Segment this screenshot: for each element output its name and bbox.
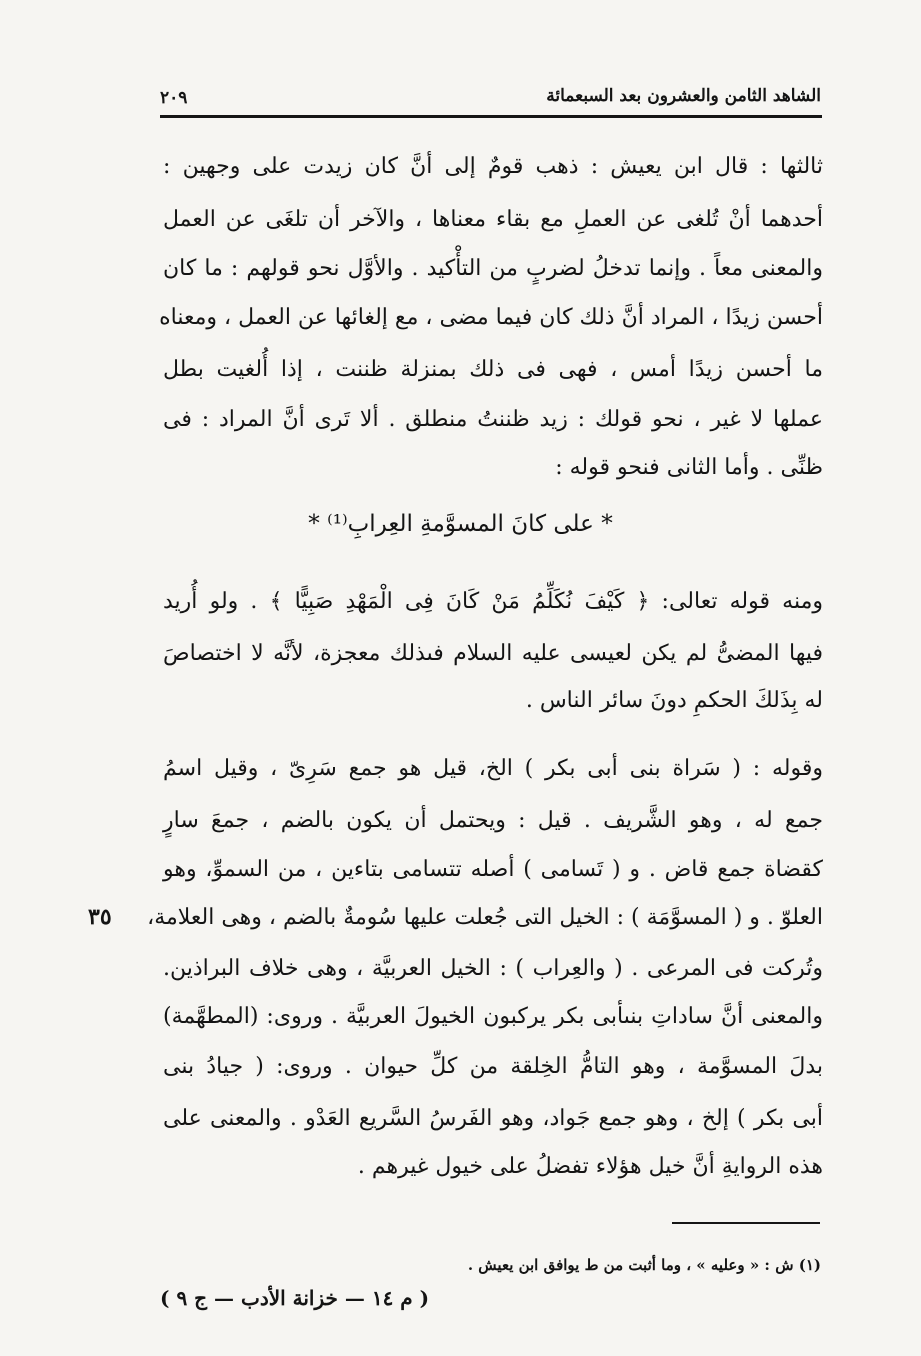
text-line: بدلَ المسوَّمة ، وهو التامُّ الخِلقة من كلِّ حيوان . وروى: ( جيادُ بنى bbox=[163, 1054, 823, 1079]
header-rule bbox=[160, 115, 822, 118]
text-line: أحدهما أنْ تُلغى عن العملِ مع بقاء معناها ، والآخر أن تلغَى عن العمل bbox=[163, 207, 823, 232]
text-line: أبى بكر ) إلخ ، وهو جمع جَواد، وهو الفَرسُ السَّريع العَدْو . والمعنى على bbox=[163, 1106, 823, 1131]
running-header-title: الشاهد الثامن والعشرون بعد السبعمائة bbox=[546, 86, 821, 106]
signature-line: ( م ١٤ — خزانة الأدب — ج ٩ ) bbox=[160, 1286, 430, 1310]
text-line: العلوّ . و ( المسوَّمَة ) : الخيل التى جُعلت عليها سُومةٌ بالضم ، وهى العلامة، bbox=[147, 905, 823, 930]
footnote-rule bbox=[672, 1222, 820, 1224]
margin-line-number: ٣٥ bbox=[88, 904, 112, 930]
verse-line: * على كانَ المسوَّمةِ العِرابِ⁽¹⁾ * bbox=[308, 511, 613, 537]
text-line: كقضاة جمع قاض . و ( تَسامى ) أصله تتسامى بتاءين ، من السموِّ، وهو bbox=[163, 857, 823, 882]
text-line: ومنه قوله تعالى: ﴿ كَيْفَ نُكَلِّمُ مَنْ كَانَ فِى الْمَهْدِ صَبِيًّا ﴾ . ولو أُريد bbox=[163, 589, 823, 614]
text-line: والمعنى معاً . وإنما تدخلُ لضربٍ من التأْكيد . والأوَّل نحو قولهم : ما كان bbox=[163, 256, 823, 281]
text-line: ما أحسن زيدًا أمس ، فهى فى ذلك بمنزلة ظننت ، إذا أُلغيت بطل bbox=[163, 357, 823, 382]
text-line: فيها المضىُّ لم يكن لعيسى عليه السلام فىذلك معجزة، لأنَّه لا اختصاصَ bbox=[163, 641, 823, 666]
text-line: ثالثها : قال ابن يعيش : ذهب قومٌ إلى أنَّ كان زيدت على وجهين : bbox=[163, 154, 823, 179]
text-line: جمع له ، وهو الشَّريف . قيل : ويحتمل أن يكون بالضم ، جمعَ سارٍ bbox=[163, 808, 823, 833]
text-line: أحسن زيدًا ، المراد أنَّ ذلك كان فيما مضى ، مع إلغائها عن العمل ، ومعناه bbox=[159, 305, 823, 330]
text-line: والمعنى أنَّ ساداتِ بنىأبى بكر يركبون الخيولَ العربيَّة . وروى: (المطهَّمة) bbox=[163, 1004, 823, 1029]
text-line: هذه الروايةِ أنَّ خيل هؤلاء تفضلُ على خيول غيرهم . bbox=[357, 1154, 823, 1179]
footnote: (١) ش : « وعليه » ، وما أثبت من ط يوافق ابن يعيش . bbox=[467, 1256, 821, 1274]
text-line: وقوله : ( سَراة بنى أبى بكر ) الخ، قيل هو جمع سَرِىّ ، وقيل اسمُ bbox=[163, 756, 823, 781]
text-line: وتُركت فى المرعى . ( والعِراب ) : الخيل العربيَّة ، وهى خلاف البراذين. bbox=[163, 956, 823, 981]
text-line: له بِذَلكَ الحكمِ دونَ سائر الناس . bbox=[525, 688, 823, 713]
page-number: ٢٠٩ bbox=[160, 88, 188, 108]
text-line: عملها لا غير ، نحو قولك : زيد ظننتُ منطلق . ألا تَرى أنَّ المراد : فى bbox=[163, 407, 823, 432]
text-line: ظنِّى . وأما الثانى فنحو قوله : bbox=[555, 455, 823, 480]
